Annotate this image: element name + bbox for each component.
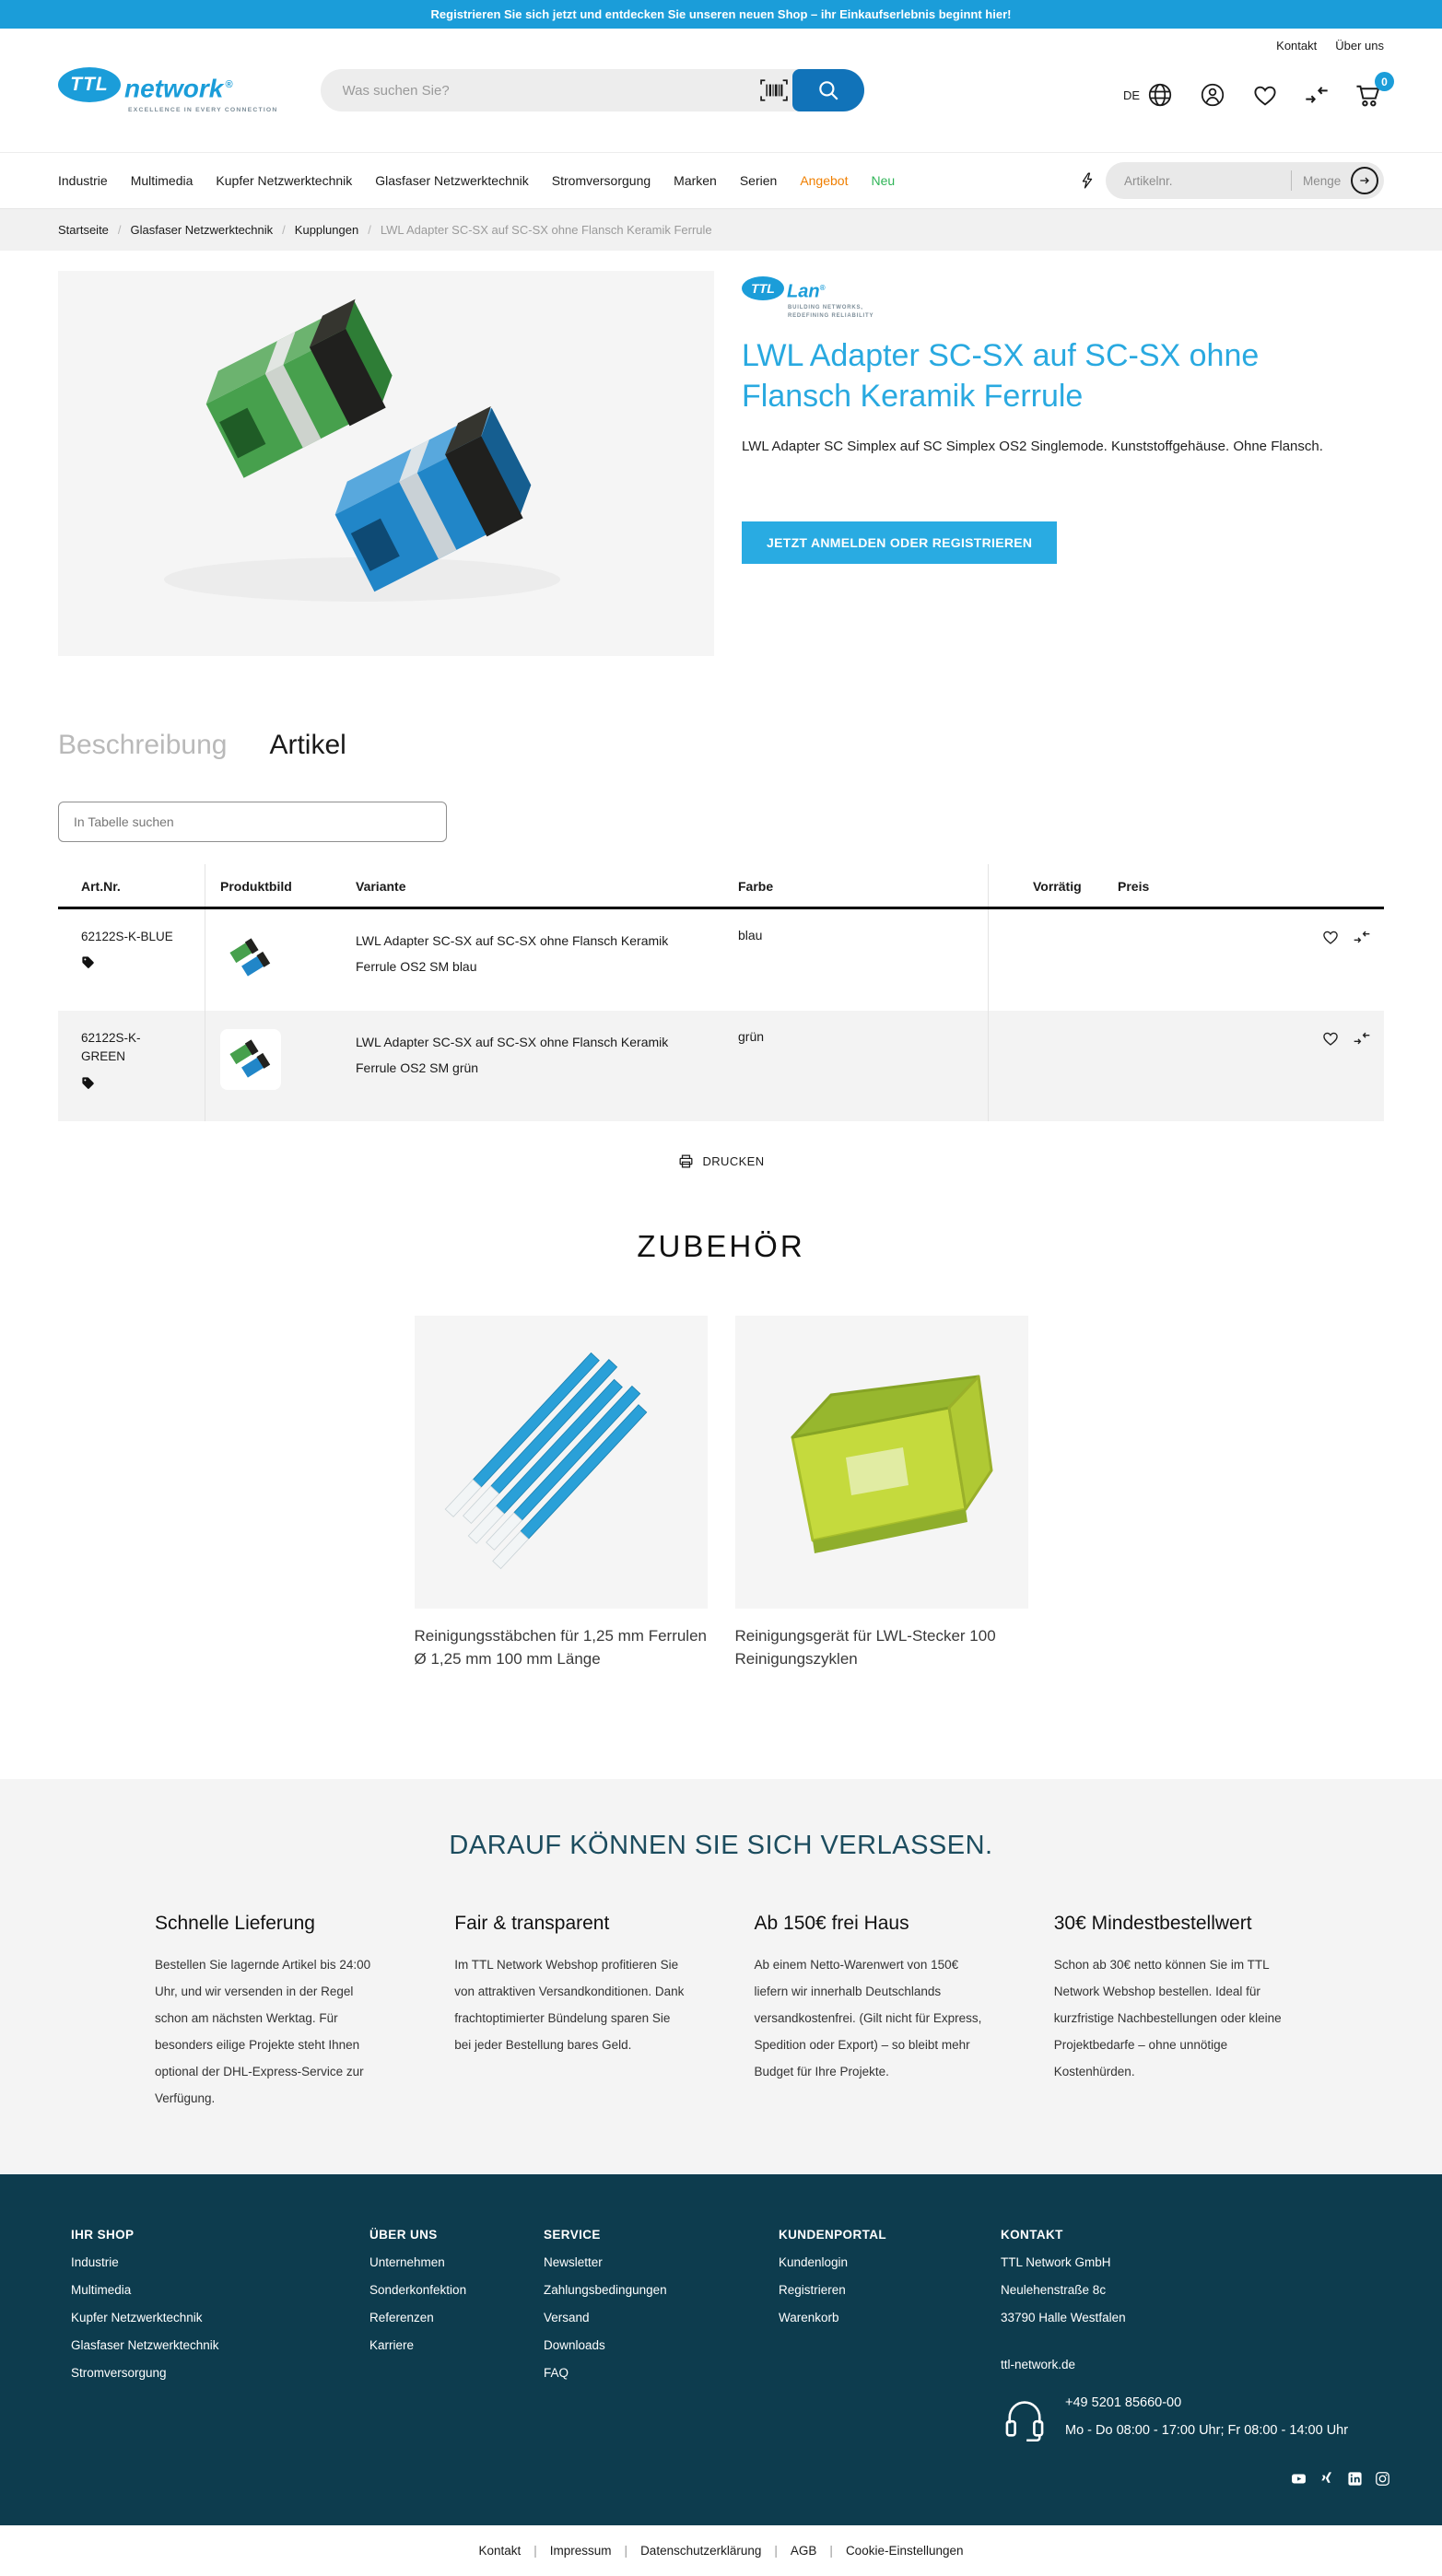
arrow-right-icon [1357, 173, 1372, 188]
nav-item-angebot[interactable]: Angebot [800, 173, 849, 188]
footer-heading: KUNDENPORTAL [779, 2228, 887, 2242]
xing-icon[interactable] [1319, 2471, 1335, 2487]
footer-link-unternehmen[interactable]: Unternehmen [369, 2255, 445, 2270]
artnr-value: 62122S-K-GREEN [81, 1031, 141, 1064]
compare-icon[interactable] [1304, 82, 1330, 108]
quick-order-artikelnr-input[interactable] [1122, 173, 1291, 189]
promo-banner-text: Registrieren Sie sich jetzt und entdecken Sie unseren neuen Shop – ihr Einkaufserlebnis beginnt hier! [430, 7, 1012, 21]
usp-section [0, 1779, 1442, 2174]
row-actions [1118, 1011, 1384, 1121]
quick-order-menge-input[interactable] [1292, 173, 1351, 189]
logo-mark: TTL [58, 67, 121, 102]
table-row [58, 1011, 1384, 1121]
usp-column [454, 1913, 687, 2112]
footer-link-sonderkonfektion[interactable]: Sonderkonfektion [369, 2283, 467, 2298]
linkedin-icon[interactable] [1347, 2471, 1363, 2487]
footer-link-multimedia[interactable]: Multimedia [71, 2283, 132, 2298]
footer-link-versand[interactable]: Versand [544, 2311, 590, 2325]
legal-bar [0, 2525, 1442, 2576]
breadcrumb-separator: / [117, 223, 122, 237]
footer-phone: +49 5201 85660-00 [1065, 2395, 1182, 2411]
wishlist-icon[interactable] [1321, 1029, 1340, 1099]
usp-column [1054, 1913, 1287, 2112]
brand-logo-ttl-lan: TTL Lan® BUILDING NETWORKS, REDEFINING RELIABILITY [742, 276, 1384, 321]
usp-text: Bestellen Sie lagernde Artikel bis 24:00 Uhr, und wir versenden in der Regel schon am nächsten Werktag. Für besonders eilige Projekte steht Ihnen optional der DHL-Express-Service zur Verfügung. [155, 1958, 371, 2106]
nav-item-glasfaser-netzwerktechnik[interactable]: Glasfaser Netzwerktechnik [375, 173, 529, 188]
top-link-kontakt[interactable]: Kontakt [1276, 39, 1318, 53]
accessories-heading: ZUBEHÖR [637, 1229, 805, 1263]
product-thumbnail[interactable] [220, 928, 281, 989]
footer-company: TTL Network GmbH [1001, 2255, 1111, 2270]
usp-title: Ab 150€ frei Haus [754, 1913, 909, 1935]
nav-item-kupfer-netzwerktechnik[interactable]: Kupfer Netzwerktechnik [216, 173, 353, 188]
variant-table [58, 864, 1384, 1121]
legal-link-datenschutzerklaerung[interactable]: Datenschutzerklärung [640, 2544, 762, 2558]
footer-heading: KONTAKT [1001, 2228, 1063, 2242]
breadcrumb-separator: / [282, 223, 286, 237]
footer-column-kontakt [1001, 2228, 1390, 2487]
column-header-preis: Preis [1118, 879, 1150, 894]
variante-value: LWL Adapter SC-SX auf SC-SX ohne Flansch Keramik Ferrule OS2 SM blau [356, 933, 669, 974]
usp-title: 30€ Mindestbestellwert [1053, 1913, 1252, 1935]
promo-banner[interactable] [0, 0, 1442, 29]
compare-icon[interactable] [1353, 928, 1371, 989]
accessories-list [58, 1316, 1384, 1670]
legal-separator: | [829, 2544, 833, 2558]
legal-link-kontakt[interactable]: Kontakt [478, 2544, 522, 2558]
login-register-button[interactable]: JETZT ANMELDEN ODER REGISTRIEREN [742, 521, 1057, 564]
brand-tagline: BUILDING NETWORKS, REDEFINING RELIABILITY [788, 304, 874, 319]
usp-heading: DARAUF KÖNNEN SIE SICH VERLASSEN. [449, 1831, 993, 1861]
product-tabs [58, 730, 1384, 761]
footer-column-ueber-uns [369, 2228, 544, 2487]
globe-icon [1146, 81, 1174, 109]
printer-icon [677, 1153, 695, 1170]
legal-link-agb[interactable]: AGB [790, 2544, 817, 2558]
main-content [0, 271, 1442, 1670]
footer [0, 2174, 1442, 2525]
main-navigation [0, 153, 1442, 209]
legal-link-impressum[interactable]: Impressum [549, 2544, 612, 2558]
usp-text: Im TTL Network Webshop profitieren Sie von attraktiven Versandkonditionen. Dank frachtoptimierter Bündelung sparen Sie bei jeder Bestellung bares Geld. [454, 1958, 685, 2053]
product-thumbnail[interactable] [220, 1029, 281, 1090]
footer-link-zahlungsbedingungen[interactable]: Zahlungsbedingungen [544, 2283, 667, 2298]
usp-title: Fair & transparent [454, 1913, 610, 1935]
nav-item-stromversorgung[interactable]: Stromversorgung [551, 173, 651, 188]
header-icons [1122, 72, 1388, 109]
nav-item-marken[interactable]: Marken [674, 173, 717, 188]
header [0, 29, 1442, 153]
vorraetig-value [989, 1011, 1118, 1121]
logo-tagline: EXCELLENCE IN EVERY CONNECTION [128, 106, 278, 113]
top-links [1276, 39, 1384, 53]
accessory-image [415, 1316, 708, 1609]
language-selector[interactable] [1123, 81, 1174, 109]
farbe-value: grün [738, 1011, 989, 1121]
footer-link-kupfer-netzwerktechnik[interactable]: Kupfer Netzwerktechnik [71, 2311, 203, 2325]
column-header-produktbild: Produktbild [220, 879, 292, 894]
column-header-farbe: Farbe [738, 864, 989, 907]
legal-separator: | [624, 2544, 628, 2558]
instagram-icon[interactable] [1375, 2471, 1390, 2487]
breadcrumb-glasfaser-netzwerktechnik[interactable]: Glasfaser Netzwerktechnik [130, 223, 274, 237]
cart-count-badge: 0 [1375, 72, 1394, 91]
product-description: LWL Adapter SC Simplex auf SC Simplex OS2 Singlemode. Kunststoffgehäuse. Ohne Flansch. [742, 439, 1323, 455]
accessory-name: Reinigungsgerät für LWL-Stecker 100 Reinigungszyklen [734, 1627, 996, 1668]
footer-hours: Mo - Do 08:00 - 17:00 Uhr; Fr 08:00 - 14:00 Uhr [1065, 2423, 1349, 2439]
breadcrumb-kupplungen[interactable]: Kupplungen [294, 223, 359, 237]
footer-link-registrieren[interactable]: Registrieren [779, 2283, 846, 2298]
footer-link-industrie[interactable]: Industrie [71, 2255, 119, 2270]
social-links [1001, 2471, 1390, 2487]
nav-item-multimedia[interactable]: Multimedia [130, 173, 193, 188]
footer-heading: IHR SHOP [71, 2228, 135, 2242]
search-bar [321, 69, 864, 111]
wishlist-icon[interactable] [1321, 928, 1340, 989]
table-search-input[interactable] [58, 802, 447, 842]
lightning-icon [1078, 170, 1096, 192]
print-button[interactable] [677, 1153, 764, 1170]
usp-column [155, 1913, 388, 2112]
product-title: LWL Adapter SC-SX auf SC-SX ohne Flansch Keramik Ferrule [742, 337, 1260, 414]
product-image [58, 271, 714, 656]
column-header-vorraetig: Vorrätig [1033, 879, 1082, 894]
column-header-artnr: Art.Nr. [58, 864, 205, 907]
nav-item-industrie[interactable]: Industrie [58, 173, 108, 188]
account-icon[interactable] [1199, 81, 1226, 109]
search-input[interactable] [321, 83, 756, 99]
quick-order [1078, 162, 1384, 199]
footer-link-downloads[interactable]: Downloads [544, 2338, 605, 2353]
usp-text: Schon ab 30€ netto können Sie im TTL Network Webshop bestellen. Ideal für kurzfristige Nachbestellungen oder kleine Projektbedarfe – ohne unnötige Kostenhürden. [1053, 1958, 1282, 2079]
footer-column-service [544, 2228, 779, 2487]
legal-link-cookie-einstellungen[interactable]: Cookie-Einstellungen [845, 2544, 964, 2558]
tag-icon [81, 955, 205, 969]
tag-icon [81, 1076, 205, 1090]
footer-link-stromversorgung[interactable]: Stromversorgung [71, 2366, 167, 2381]
usp-text: Ab einem Netto-Warenwert von 150€ liefern wir innerhalb Deutschlands versandkostenfrei. (Gilt nicht für Express, Spedition oder Export) – so bleibt mehr Budget für Ihre Projekte. [754, 1958, 982, 2079]
breadcrumb [0, 209, 1442, 251]
headset-icon [1001, 2395, 1049, 2443]
legal-separator: | [774, 2544, 778, 2558]
accessory-image [735, 1316, 1028, 1609]
youtube-icon[interactable] [1290, 2471, 1307, 2487]
nav-item-neu[interactable]: Neu [871, 173, 896, 188]
logo[interactable]: TTL network ® EXCELLENCE IN EVERY CONNECTION [58, 67, 278, 112]
table-header-row [58, 864, 1384, 909]
compare-icon[interactable] [1353, 1029, 1371, 1099]
footer-column-ihr-shop [71, 2228, 369, 2487]
footer-link-faq[interactable]: FAQ [544, 2366, 569, 2381]
nav-item-serien[interactable]: Serien [739, 173, 778, 188]
farbe-value: blau [738, 909, 989, 1011]
search-button[interactable] [792, 69, 864, 111]
tab-beschreibung[interactable]: Beschreibung [58, 730, 228, 760]
footer-link-karriere[interactable]: Karriere [369, 2338, 415, 2353]
footer-link-glasfaser-netzwerktechnik[interactable]: Glasfaser Netzwerktechnik [71, 2338, 219, 2353]
language-label: DE [1122, 88, 1140, 102]
accessory-card[interactable] [415, 1316, 708, 1670]
vorraetig-value [989, 909, 1118, 1011]
artnr-value: 62122S-K-BLUE [81, 930, 173, 943]
legal-separator: | [533, 2544, 537, 2558]
row-actions [1118, 909, 1384, 1011]
top-link-ueber-uns[interactable]: Über uns [1335, 39, 1384, 53]
quick-order-submit-button[interactable] [1351, 167, 1378, 194]
breadcrumb-startseite[interactable]: Startseite [58, 223, 109, 237]
footer-city: 33790 Halle Westfalen [1001, 2311, 1126, 2325]
usp-column [755, 1913, 988, 2112]
breadcrumb-current-page: LWL Adapter SC-SX auf SC-SX ohne Flansch Keramik Ferrule [380, 223, 712, 237]
print-label: DRUCKEN [702, 1154, 765, 1168]
search-icon [816, 78, 840, 102]
barcode-scanner-icon[interactable] [756, 79, 792, 101]
footer-link-kundenlogin[interactable]: Kundenlogin [779, 2255, 849, 2270]
breadcrumb-separator: / [368, 223, 371, 237]
column-header-variante: Variante [356, 879, 406, 894]
footer-heading: SERVICE [544, 2228, 601, 2242]
accessory-card[interactable] [735, 1316, 1028, 1670]
footer-street: Neulehenstraße 8c [1001, 2283, 1107, 2298]
footer-column-kundenportal [779, 2228, 1001, 2487]
footer-link-referenzen[interactable]: Referenzen [369, 2311, 434, 2325]
cart-icon[interactable] [1354, 75, 1388, 109]
tab-artikel[interactable]: Artikel [269, 730, 346, 760]
product-info [742, 271, 1384, 656]
usp-title: Schnelle Lieferung [155, 1913, 315, 1935]
variante-value: LWL Adapter SC-SX auf SC-SX ohne Flansch Keramik Ferrule OS2 SM grün [356, 1035, 669, 1075]
footer-heading: ÜBER UNS [369, 2228, 438, 2242]
product-section [58, 271, 1384, 656]
footer-website-link[interactable]: ttl-network.de [1001, 2358, 1076, 2372]
wishlist-icon[interactable] [1251, 81, 1279, 109]
accessory-name: Reinigungsstäbchen für 1,25 mm Ferrulen Ø 1,25 mm 100 mm Länge [414, 1627, 707, 1668]
footer-link-newsletter[interactable]: Newsletter [544, 2255, 603, 2270]
footer-link-warenkorb[interactable]: Warenkorb [779, 2311, 839, 2325]
table-row [58, 909, 1384, 1011]
